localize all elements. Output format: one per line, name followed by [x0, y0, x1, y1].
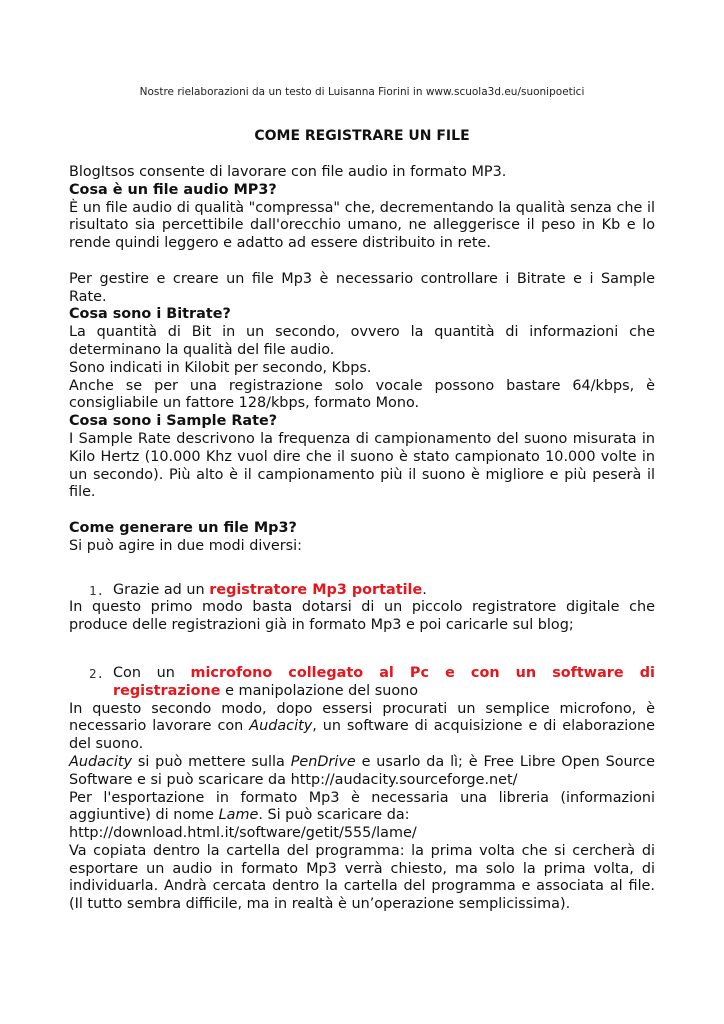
answer-sample-rate: I Sample Rate descrivono la frequenza di campionamento del suono misurata in Kilo Hertz (10.000 Khz vuol dire che il suono è stato campionato 10.000 volte in un secondo). Più alto è il campionamento più il suono è migliore e più peserà il file.: [69, 430, 655, 501]
document-title: COME REGISTRARE UN FILE: [254, 128, 470, 144]
text-span: . Si può scaricare da:: [258, 807, 410, 824]
bitrate-intro: Per gestire e creare un file Mp3 è necessario controllare i Bitrate e i Sample Rate.: [69, 270, 655, 305]
page-header: Nostre rielaborazioni da un testo di Luisanna Fiorini in www.scuola3d.eu/suonipoetici: [139, 86, 585, 98]
text-span: Per l'esportazione in formato Mp3 è necessaria una libreria (informazioni aggiuntive) di nome: [69, 789, 655, 824]
lame-paragraph: [69, 790, 655, 826]
answer-bitrate-1: La quantità di Bit in un secondo, ovvero la quantità di informazioni che determinano la qualità del file audio.: [69, 324, 655, 358]
text-span: e usarlo da lì; è Free Libre Open Source Software e si può scaricare da http://audacity.sourceforge.net/: [69, 753, 655, 788]
list-number: 1.: [89, 582, 105, 598]
pendrive-name: PenDrive: [290, 753, 356, 770]
item1-description: In questo primo modo basta dotarsi di un piccolo registratore digitale che produce delle registrazioni già in formato Mp3 e poi caricarle sul blog;: [69, 599, 655, 634]
answer-bitrate-2: Sono indicati in Kilobit per secondo, Kbps.: [69, 359, 372, 376]
lame-url: http://download.html.it/software/getit/555/lame/: [69, 825, 417, 842]
list-number: 2.: [89, 665, 105, 681]
list-item-1: [69, 582, 655, 600]
intro-paragraph: BlogItsos consente di lavorare con file audio in formato MP3.: [69, 164, 507, 180]
question-sample-rate: Cosa sono i Sample Rate?: [69, 413, 278, 430]
audacity-name: Audacity: [249, 718, 313, 735]
answer-bitrate-3: Anche se per una registrazione solo vocale possono bastare 64/kbps, è consigliabile un fattore 128/kbps, formato Mono.: [69, 377, 655, 412]
text-span: , un software di acquisizione e di elaborazione del suono.: [69, 718, 655, 753]
audacity-name: Audacity: [69, 753, 132, 770]
question-mp3: Cosa è un file audio MP3?: [69, 181, 277, 198]
audacity-paragraph: [69, 754, 655, 790]
list-item-text: Con un: [113, 664, 191, 681]
list-item-text: .: [422, 581, 427, 598]
highlight-text: registratore Mp3 portatile: [209, 581, 423, 598]
lame-name: Lame: [218, 807, 259, 824]
text-span: In questo secondo modo, dopo essersi procurati un semplice microfono, è necessario lavorare con: [69, 700, 655, 735]
question-bitrate: Cosa sono i Bitrate?: [69, 306, 231, 323]
list-item-text: Grazie ad un: [113, 581, 210, 598]
answer-generate: Si può agire in due modi diversi:: [69, 537, 302, 554]
document-body: [69, 164, 655, 914]
text-span: si può mettere sulla: [132, 753, 291, 770]
item2-description: [69, 701, 655, 754]
question-generate: Come generare un file Mp3?: [69, 519, 297, 536]
final-paragraph: Va copiata dentro la cartella del programma: la prima volta che si cercherà di esportare un audio in formato Mp3 verrà chiesto, ma solo la prima volta, di individuarla. Andrà cercata dentro la cartella del programma e associata al file. (Il tutto sembra difficile, ma in realtà è un’operazione semplicissima).: [69, 842, 655, 913]
list-item-2: [69, 665, 655, 701]
list-item-text: e manipolazione del suono: [220, 682, 419, 699]
answer-mp3: È un file audio di qualità "compressa" che, decrementando la qualità senza che il risultato sia percettibile dall'orecchio umano, ne alleggerisce il peso in Kb e lo rende quindi leggero e adatto ad essere distribuito in rete.: [69, 199, 655, 252]
highlight-text: microfono collegato al Pc e con un software di registrazione: [113, 664, 655, 699]
